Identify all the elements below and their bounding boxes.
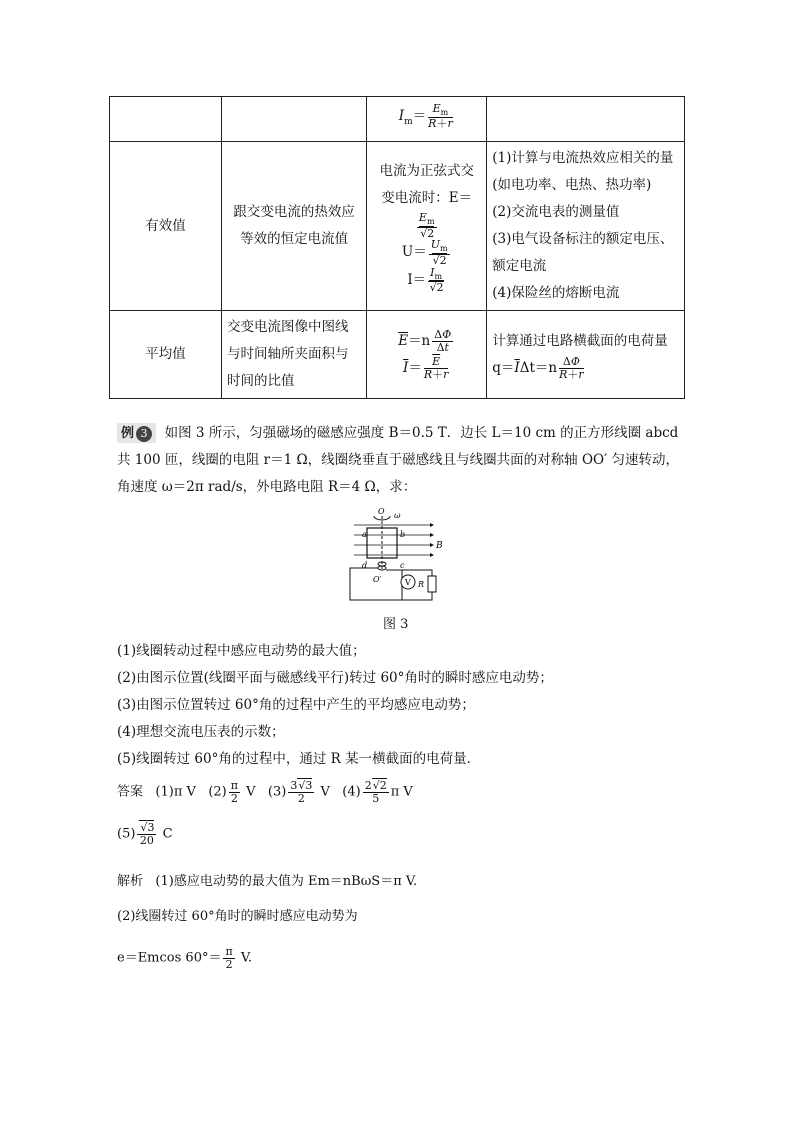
row-name: 平均值	[110, 311, 222, 399]
svg-text:ω: ω	[394, 511, 401, 520]
analysis-line-2: (2)线圈转过 60°角时的瞬时感应电动势为	[117, 909, 358, 924]
table-cell	[221, 97, 366, 142]
table-row	[110, 311, 685, 399]
example-line: 共 100 匝，线圈的电阻 r＝1 Ω，线圈绕垂直于磁感线且与线圈共面的对称轴 OO′ 匀速转动，	[117, 452, 679, 468]
example-line: 角速度 ω＝2π rad/s，外电路电阻 R＝4 Ω，求：	[117, 479, 417, 495]
formula-U: U＝ $U_m$ √ 2	[372, 239, 481, 266]
row-definition: 跟交变电流的热效应等效的恒定电流值	[221, 142, 366, 311]
question-4: (4)理想交流电压表的示数；	[117, 724, 285, 740]
formula-text: 电流为正弦式交	[379, 163, 474, 180]
question-2: (2)由图示位置(线圈平面与磁感线平行)转过 60°角时的瞬时感应电动势；	[117, 670, 553, 686]
formula-I: I＝ $I_m$ √ 2	[372, 267, 481, 294]
answer-line-2: (5) √ $\frac{3}{20}$ C	[117, 822, 173, 846]
svg-text:O′: O′	[373, 575, 382, 584]
table-cell-formula: $I_m=$ $\frac{E_m}{R+r}$	[367, 97, 487, 142]
row-formulas	[367, 142, 487, 311]
analysis-line-1: 解析 (1)感应电动势的最大值为 Em＝nBωS＝π V.	[117, 874, 418, 889]
svg-text:d: d	[362, 561, 368, 570]
row-uses	[487, 311, 685, 399]
analysis-line-3: e＝Emcos 60°＝ $\frac{\pi}{2}$ V.	[117, 945, 253, 971]
use-item: 计算通过电路横截面的电荷量	[492, 332, 668, 349]
svg-text:c: c	[400, 561, 405, 570]
example-statement	[117, 420, 687, 501]
formula-E: 变电流时：E＝ $E_m$ √ 2	[372, 185, 481, 239]
formula-avg-E: $\overline{E}=n$ $\frac{\Delta\Phi}{\Delta t}$	[398, 327, 452, 354]
example-line: 例 3 如图 3 所示，匀强磁场的磁感应强度 B＝0.5 T．边长 L＝10 cm 的正方形线圈 abcd	[117, 420, 687, 447]
question-1: (1)线圈转动过程中感应电动势的最大值；	[117, 643, 366, 659]
answer-line: 答案 (1)π V (2) $\frac{\pi}{2}$ V (3) $\frac{3 √ 3}{2}$ V (4) $\frac{2 √ 2}{5}$ π V	[117, 780, 413, 804]
svg-text:O: O	[378, 508, 385, 516]
row-name: 有效值	[110, 142, 222, 311]
row-formulas	[367, 311, 487, 399]
svg-text:R: R	[418, 580, 425, 589]
table-row	[110, 142, 685, 311]
formula-avg-I: $\overline{I}=$ $\frac{\overline{E}}{R+r}$	[403, 354, 449, 381]
coil-figure	[340, 508, 450, 604]
example-badge: 例 3	[117, 423, 156, 443]
question-3: (3)由图示位置转过 60°角的过程中产生的平均感应电动势；	[117, 697, 475, 713]
question-5: (5)线圈转过 60°角的过程中，通过 R 某一横截面的电荷量．	[117, 751, 481, 767]
figure-caption: 图 3	[383, 617, 409, 632]
use-item: (1)计算与电流热效应相关的量(如电功率、电热、热功率)	[492, 150, 674, 193]
table-row	[110, 97, 685, 142]
table-cell	[487, 97, 685, 142]
use-item: (3)电气设备标注的额定电压、额定电流	[492, 231, 674, 274]
row-definition: 交变电流图像中图线与时间轴所夹面积与时间的比值	[221, 311, 366, 399]
svg-text:a: a	[362, 530, 367, 539]
use-item: (2)交流电表的测量值	[492, 204, 620, 220]
table-cell	[110, 97, 222, 142]
svg-text:V: V	[405, 578, 411, 587]
svg-text:B: B	[436, 541, 443, 551]
svg-text:b: b	[400, 530, 406, 539]
charge-formula: $q=\overline{I}\Delta t=n$ $\frac{\Delta\Phi}{R+r}$	[492, 354, 584, 381]
row-uses	[487, 142, 685, 311]
use-item: (4)保险丝的熔断电流	[492, 285, 620, 301]
ac-values-table	[109, 96, 685, 399]
